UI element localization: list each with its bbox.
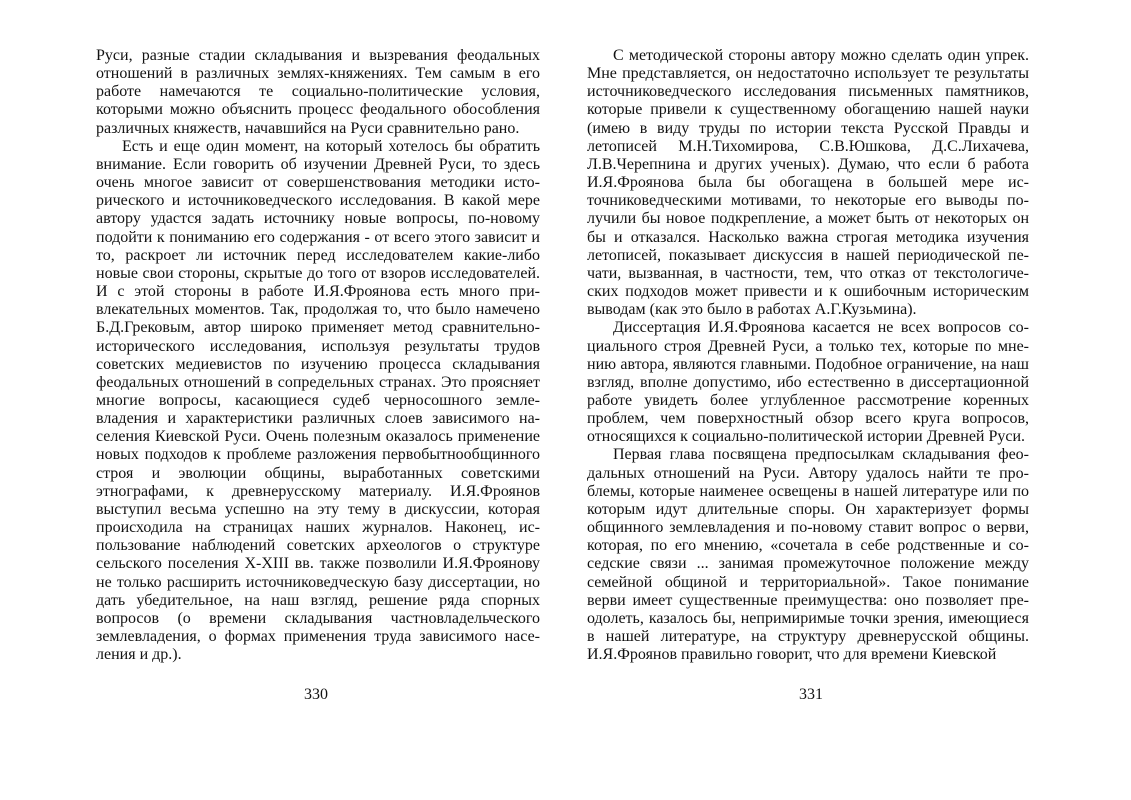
left-paragraph-1: Руси, разные стадии складывания и вызревания феодальных отношений в различных землях-княжениях. Тем самым в его работе намечаются те социально-политические условия, которыми можно объяснить процесс феодального обособления различных княжеств, начавшийся на Руси сравнительно рано. [96, 47, 540, 137]
right-paragraph-3: Первая глава посвящена предпосылкам складывания феодальных отношений на Руси. Автору удалось найти те проблемы, которые наименее освещены в нашей литературе или по которым идут длительные споры. Он характеризует формы общинного землевладения и по-новому ставит вопрос о верви, которая, по его мнению, «сочетала в себе родственные и соседские связи ... занимая промежуточное положение между семейной общиной и территориальной». Такое понимание верви имеет существенные преимущества: оно позволяет преодолеть, казалось бы, непримиримые точки зрения, имеющиеся в нашей литературе, на структуру древнерусской общины. И.Я.Фроянов правильно говорит, что для времени Киевской [587, 446, 1029, 664]
right-page [565, 0, 1131, 800]
left-paragraph-2: Есть и еще один момент, на который хотелось бы обратить внимание. Если говорить об изучении Древней Руси, то здесь очень многое зависит от совершенствования методики исторического и источниковедческого исследования. В какой мере автору удастся задать источнику новые вопросы, по-новому подойти к пониманию его содержания - от всего этого зависит и то, раскроет ли источник перед исследователем какие-либо новые свои стороны, скрытые до того от взоров исследователей. И с этой стороны в работе И.Я.Фроянова есть много привлекательных моментов. Так, продолжая то, что было намечено Б.Д.Грековым, автор широко применяет метод сравнительно-исторического исследования, используя результаты трудов советских медиевистов по изучению процесса складывания феодальных отношений в сопредельных странах. Это проясняет многие вопросы, касающиеся судеб черносошного землевладения и характеристики различных слоев зависимого населения Киевской Руси. Очень полезным оказалось применение новых подходов к проблеме разложения первобытнообщинного строя и эволюции общины, выработанных советскими этнографами, к древнерусскому материалу. И.Я.Фроянов выступил весьма успешно на эту тему в дискуссии, которая происходила на страницах наших журналов. Наконец, использование наблюдений советских археологов о структуре сельского поселения X-XIII вв. также позволили И.Я.Фроянову не только расширить источниковедческую базу диссертации, но дать убедительное, на наш взгляд, решение ряда спорных вопросов (о времени складывания частновладельческого землевладения, о формах применения труда зависимого населения и др.). [96, 137, 540, 664]
right-page-text [587, 47, 1029, 664]
right-paragraph-1: С методической стороны автору можно сделать один упрек. Мне представляется, он недостаточно использует те результаты источниковедческого исследования письменных памятников, которые привели к существенному обогащению нашей науки (имею в виду труды по истории текста Русской Правды и летописей М.Н.Тихомирова, С.В.Юшкова, Д.С.Лихачева, Л.В.Черепнина и других ученых). Думаю, что если б работа И.Я.Фроянова была бы обогащена в большей мере источниковедческими мотивами, то некоторые его выводы получили бы новое подкрепление, а может быть от некоторых он бы и отказался. Насколько важна строгая методика изучения летописей, показывает дискуссия в нашей периодической печати, вызванная, в частности, тем, что отказ от текстологических подходов может привести и к ошибочным историческим выводам (как это было в работах А.Г.Кузьмина). [587, 47, 1029, 319]
left-page [0, 0, 565, 800]
left-page-number: 330 [304, 686, 328, 703]
right-page-number: 331 [799, 686, 823, 703]
left-page-text [96, 47, 540, 664]
right-paragraph-2: Диссертация И.Я.Фроянова касается не всех вопросов социального строя Древней Руси, а только тех, которые по мнению автора, являются главными. Подобное ограничение, на наш взгляд, вполне допустимо, ибо естественно в диссертационной работе увидеть более углубленное рассмотрение коренных проблем, чем поверхностный обзор всего круга вопросов, относящихся к социально-политической истории Древней Руси. [587, 319, 1029, 446]
